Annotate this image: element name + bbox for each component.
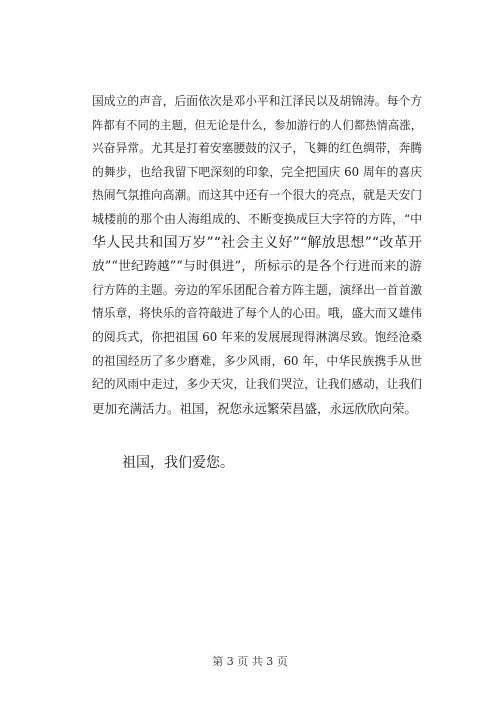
text-line: 城楼前的那个由人海组成的、不断变换成巨大字符的方阵，“中 [92, 211, 423, 226]
text-line: 的阅兵式，你把祖国 60 年来的发展展现得淋漓尽致。饱经沧桑 [92, 329, 422, 344]
text-line: 更加充满活力。祖国，祝您永远繁荣昌盛，永远欣欣向荣。 [92, 400, 418, 416]
text-line: 纪的风雨中走过，多少天灾，让我们哭泣，让我们感动，让我们 [92, 377, 422, 392]
text-line: 热闹气氛推向高潮。而这其中还有一个很大的亮点，就是天安门 [92, 188, 422, 203]
text-line: 行方阵的主题。旁边的军乐团配合着方阵主题，演绎出一首首激 [92, 282, 422, 297]
page-footer: 第 3 页 共 3 页 [212, 655, 288, 668]
text-line: 的祖国经历了多少磨难，多少风雨，60 年，中华民族携手从世 [92, 353, 422, 368]
closing-paragraph: 祖国，我们爱您。 [122, 455, 234, 471]
text-line: 阵都有不同的主题，但无论是什么，参加游行的人们都热情高涨， [92, 118, 422, 132]
text-line: 情乐章，将快乐的音符敲进了每个人的心田。哦，盛大而又雄伟 [92, 306, 422, 321]
text-line: 华人民共和国万岁”“社会主义好”“解放思想”“改革开 [92, 234, 422, 251]
body-paragraph [92, 90, 422, 420]
text-line: 的舞步，也给我留下吧深刻的印象，完全把国庆 60 周年的喜庆 [92, 164, 422, 179]
text-line: 国成立的声音，后面依次是邓小平和江泽民以及胡锦涛。每个方 [92, 94, 422, 108]
text-line: 兴奋异常。尤其是打着安塞腰鼓的汉子，飞舞的红色绸带，奔腾 [92, 141, 422, 156]
text-line: 放”“世纪跨越”“与时俱进”，所标示的是各个行进而来的游 [92, 259, 422, 275]
